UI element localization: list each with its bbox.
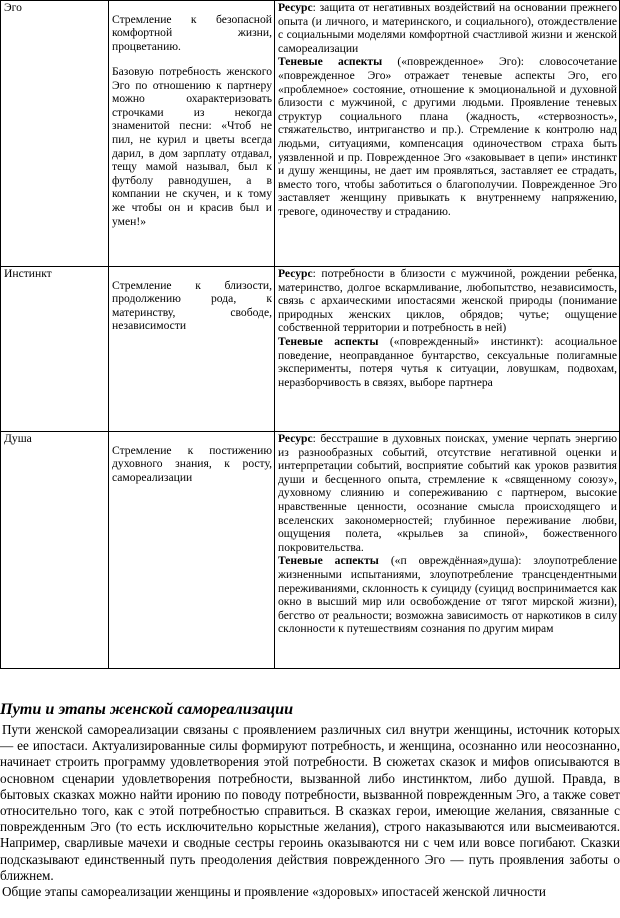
section-heading: Пути и этапы женской самореализации — [0, 700, 294, 718]
hypostasis-name: Душа — [4, 432, 32, 445]
resource-paragraph — [278, 1, 617, 55]
desire-cell — [109, 1, 275, 267]
hypostasis-name-cell — [1, 267, 109, 432]
desire-cell — [109, 267, 275, 432]
shadow-label: Теневые аспекты — [278, 554, 379, 568]
table-row — [1, 1, 620, 267]
table-row — [1, 432, 620, 669]
resource-label: Ресурс — [278, 1, 313, 14]
section-body — [0, 722, 620, 900]
body-paragraph: Пути женской самореализации связаны с проявлением различных сил внутри женщины, источник которых — ее ипостаси. Актуализированные силы формируют потребность, и женщина, осознанно или неосознанно, начинает строить программу удовлетворения этой потребности. В сюжетах сказок и мифов описываются в основном сценарии удовлетворения потребности, вызванной либо инстинктом, либо душой. Правда, в бытовых сказках можно найти иронию по поводу потребности, вызванной поврежденным Эго, а также совет относительно того, как с этой потребностью справиться. В сказках герои, имеющие желания, связанные с поврежденным Эго (то есть исключительно корыстные желания), строго наказываются или высмеиваются. Например, сварливые мачехи и сводные сестры героинь оказываются ни с чем или вовсе погибают. Сказки подсказывают единственный путь преодоления действия поврежденного Эго — путь проявления заботы о ближнем. — [0, 722, 620, 883]
shadow-text: («поврежденный» инстинкт): асоциальное поведение, неоправданное бунтарство, сексуальные полигамные эксперименты, потеря чутья к ситуации, ловушкам, подвохам, неразборчивость в связях, выборе партнера — [278, 334, 617, 389]
aspects-cell — [275, 1, 620, 267]
shadow-text: («поврежденное» Эго): словосочетание «поврежденное Эго» отражает теневые аспекты Эго, его «проблемное» состояние, отношение к эмоциональной и духовной близости с мужчиной, с другими людьми. Проявление теневых структур социального плана (жадность, «стервозность», стяжательство, интриганство и пр.). Стремление к контролю над людьми, ситуациями, компенсация одиночеством страха быть уязвленной и пр. Поврежденное Эго «заковывает в цепи» инстинкт и душу женщины, не дает им проявляться, заставляет ее страдать, вместо того, чтобы заботиться о благополучии. Поврежденное Эго заставляет женщину привыкать к внутреннему напряжению, тревоге, одиночеству и страданию. — [278, 55, 617, 218]
resource-label: Ресурс — [278, 267, 313, 280]
desire-text: Стремление к близости, продолжению рода, к материнству, свободе, независимости — [112, 278, 272, 333]
body-paragraph: Общие этапы самореализации женщины и проявление «здоровых» ипостасей женской личности — [2, 884, 546, 900]
hypostasis-name: Эго — [4, 1, 22, 14]
desire-text: Стремление к безопасной комфортной жизни, процветанию. — [112, 12, 272, 53]
table-row — [1, 267, 620, 432]
shadow-label: Теневые аспекты — [278, 334, 379, 348]
desire-text: Стремление к постижению духовного знания, к росту, самореализации — [112, 443, 272, 484]
resource-text: : защита от негативных воздействий на основании прежнего опыта (и личного, и материнского, и социального), отождествление с социальными моделями комфортной счастливой жизни и женской самореализации — [278, 1, 617, 55]
shadow-label: Теневые аспекты — [278, 55, 383, 69]
shadow-paragraph — [278, 335, 617, 389]
aspects-cell — [275, 267, 620, 432]
shadow-text: («п овреждённая»душа): злоупотребление жизненными испытаниями, злоупотребление трансцендентными переживаниями, склонность к суициду (суицид воспринимается как окно в высший мир или освобождение от тягот мирской жизни), бегство от реальности; возможна зависимость от наркотиков в силу склонности к путешествиям сознания по другим мирам — [278, 554, 617, 636]
resource-text: : потребности в близости с мужчиной, рождении ребенка, материнство, долгое вскармливание, любопытство, независимость, связь с архаическими ипостасями женской природы (понимание природных женских циклов, обрядов; чутье; ощущение собственной территории и потребность в ней) — [278, 267, 617, 335]
shadow-paragraph — [278, 55, 617, 218]
shadow-paragraph — [278, 554, 617, 636]
resource-label: Ресурс — [278, 432, 313, 445]
hypostasis-name-cell — [1, 432, 109, 669]
resource-text: : бесстрашие в духовных поисках, умение черпать энергию из разнообразных событий, отсутствие негативной оценки и интерпретации событий, восприятие событий как уроков развития души и бесценного опыта, стремление к «священному союзу», духовному слиянию и сопереживанию с партнером, высокие нравственные ценности, осознание смысла происходящего и вселенских закономерностей; глубинное переживание любви, ощущения полета, «крыльев за спиной», божественного покровительства. — [278, 432, 617, 554]
hypostasis-name-cell — [1, 1, 109, 267]
aspects-cell — [275, 432, 620, 669]
resource-paragraph — [278, 432, 617, 554]
desire-note: Базовую потребность женского Эго по отношению к партнеру можно охарактеризовать строчками из некогда знаменитой песни: «Чтоб не пил, не курил и цветы всегда дарил, в дом зарплату отдавал, тещу мамой называл, был к футболу равнодушен, а в компании не скучен, и к тому же чтобы он и красив был и умен!» — [112, 64, 272, 228]
desire-cell — [109, 432, 275, 669]
resource-paragraph — [278, 267, 617, 335]
hypostasis-name: Инстинкт — [4, 267, 52, 280]
